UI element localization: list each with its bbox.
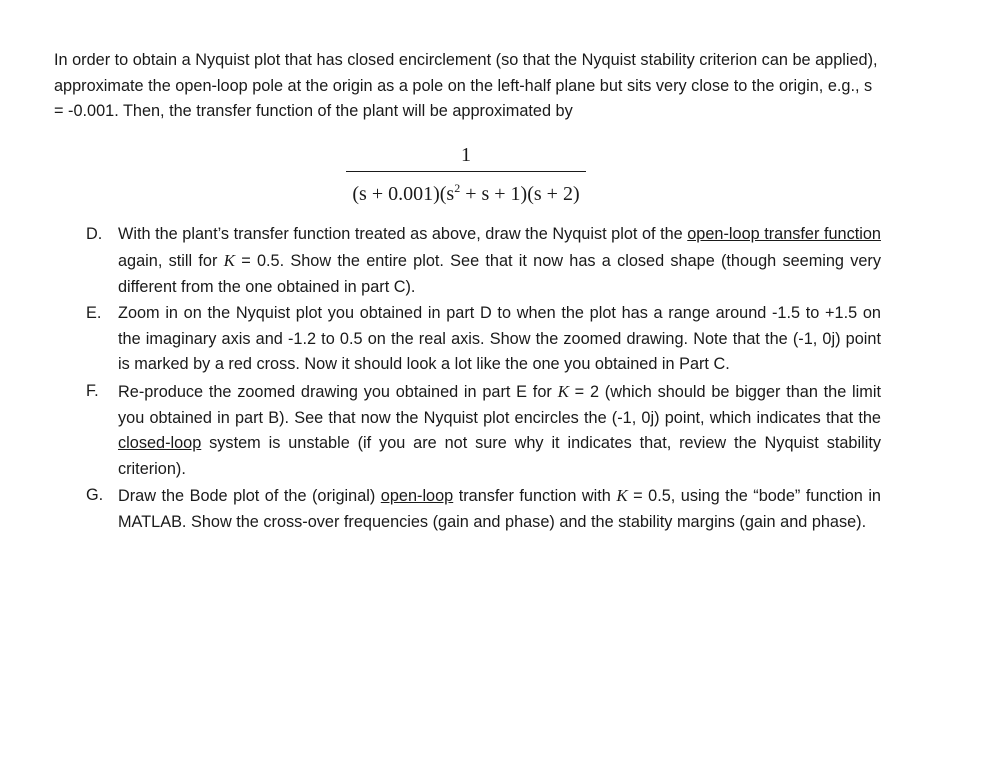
part-f: [86, 379, 881, 483]
part-d-underline: open-loop transfer function: [687, 225, 881, 243]
part-e-letter: E.: [86, 303, 102, 322]
den-exponent: 2: [454, 181, 461, 195]
part-f-text-3: system is unstable (if you are not sure why it indicates that, review the Nyquist stability criterion).: [118, 434, 881, 479]
part-d-letter: D.: [86, 225, 103, 243]
part-g-underline: open-loop: [380, 487, 454, 506]
part-e: [86, 301, 881, 378]
part-g-text-1: Draw the Bode plot of the (original): [118, 487, 381, 506]
part-d-text-2: again, still for: [118, 251, 224, 270]
part-f-underline: closed-loop: [118, 434, 202, 453]
part-d-text-3: = 0.5. Show the entire plot. See that it now has a closed shape (though seeming very different from the one obtained in part C).: [118, 251, 881, 296]
intro-paragraph: In order to obtain a Nyquist plot that has closed encirclement (so that the Nyquist stability criterion can be applied), approximate the open-loop pole at the origin as a pole on the left-half plane but sits very close to the origin, e.g., s = -0.001. Then, the transfer function of the plant will be approximated by: [54, 51, 878, 121]
fraction-bar: [346, 171, 586, 172]
part-d-text-1: With the plant’s transfer function treated as above, draw the Nyquist plot of the: [118, 225, 688, 243]
parts-list: [86, 222, 881, 537]
part-d-k: K: [223, 250, 235, 270]
part-g-text-3: = 0.5, using the “bode” function in MATLAB. Show the cross-over frequencies (gain and phase) and the stability margins (gain and phase).: [118, 487, 881, 532]
part-g: [86, 483, 881, 536]
part-g-k: K: [616, 486, 628, 506]
document-page: [54, 48, 884, 125]
part-e-text-1: Zoom in on the Nyquist plot you obtained in part D to when the plot has a range around -1.5 to +1.5 on the imaginary axis and -1.2 to 0.5 on the real axis. Show the zoomed drawing. Note that the (-1, 0j) point is marked by a red cross. Now it should look a lot like the one you obtained in Part C.: [118, 303, 881, 374]
transfer-function-formula: [346, 143, 586, 207]
formula-denominator: [346, 175, 586, 207]
formula-numerator: 1: [461, 144, 471, 166]
den-part1: (s + 0.001)(s: [352, 183, 455, 205]
part-g-letter: G.: [86, 486, 104, 505]
part-f-text-1: Re-produce the zoomed drawing you obtained in part E for: [118, 382, 558, 401]
part-d: [86, 222, 881, 300]
part-f-letter: F.: [86, 381, 99, 400]
part-g-text-2: transfer function with: [453, 487, 617, 506]
part-f-text-2: = 2 (which should be bigger than the limit you obtained in part B). See that now the Nyquist plot encircles the (-1, 0j) point, which indicates that the: [118, 382, 881, 427]
part-f-k: K: [557, 381, 569, 401]
den-part2: + s + 1)(s + 2): [460, 183, 580, 205]
